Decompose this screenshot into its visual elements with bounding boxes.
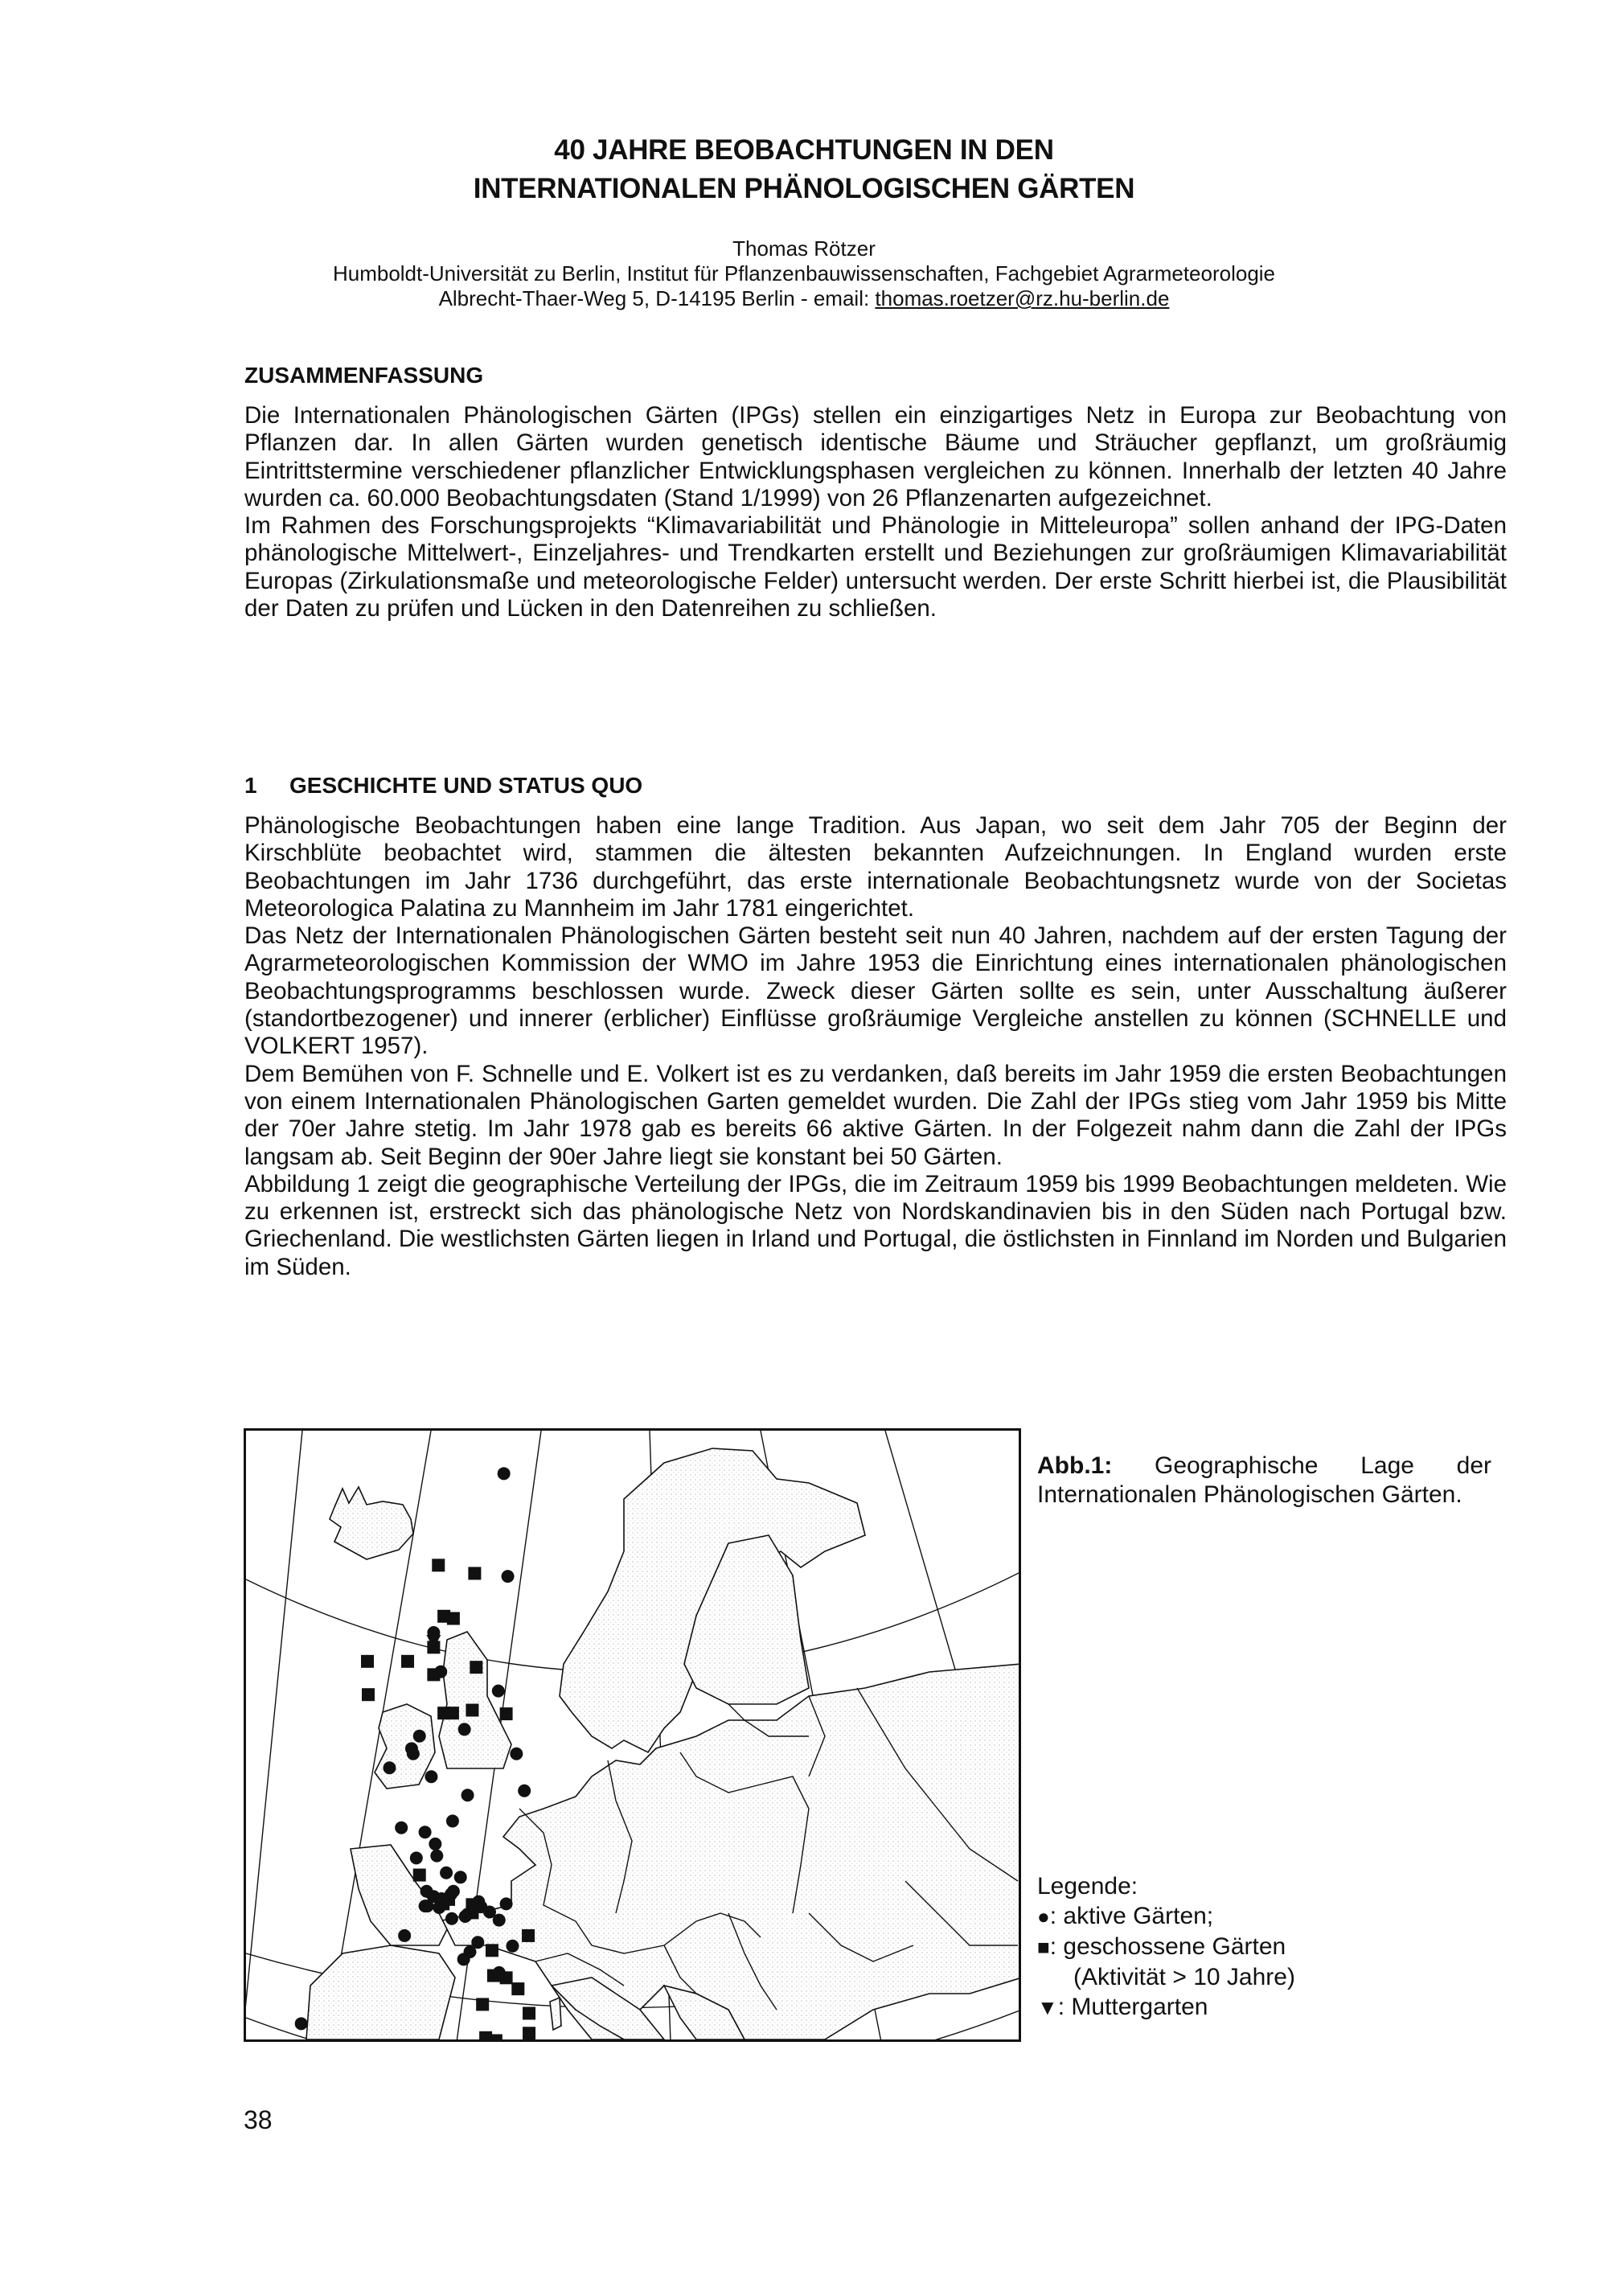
closed-garden-marker [466,1704,478,1717]
active-garden-marker [429,1838,441,1850]
closed-garden-marker [427,1668,440,1681]
closed-garden-marker [486,1944,498,1957]
closed-garden-marker [523,2006,535,2019]
address-line [0,286,1608,311]
legend-title: Legende: [1037,1873,1138,1900]
section-1-paragraph-1: Phänologische Beobachtungen haben eine lange Tradition. Aus Japan, wo seit dem Jahr 705 der Beginn der Kirschblüte beobachtet wird, stammen die ältesten bekannten Aufzeichnungen. In England wurden erste Beobachtungen im Jahr 1736 durchgeführt, das erste internationale Beobachtungsnetz wurde von der Societas Meteorologica Palatina zu Mannheim im Jahr 1781 eingerichtet. [244,812,1507,922]
active-garden-marker [419,1826,432,1838]
active-garden-marker [457,1953,470,1965]
address: Albrecht-Thaer-Weg 5, D-14195 Berlin - email: [438,286,876,310]
closed-garden-marker [361,1655,374,1668]
closed-garden-marker [446,1707,459,1719]
closed-garden-marker [476,1998,489,2011]
active-garden-marker [398,1929,411,1942]
closed-garden-marker [442,1893,455,1906]
closed-garden-marker [500,1707,513,1720]
closed-garden-marker [523,2027,535,2039]
active-garden-marker [446,1814,459,1827]
closed-garden-marker [500,1971,513,1984]
legend-label: : geschossene Gärten [1049,1933,1286,1960]
active-garden-marker [383,1761,396,1774]
active-garden-marker [445,1912,458,1925]
iceland [330,1487,413,1559]
closed-garden-marker [487,1969,500,1982]
closed-garden-marker [466,1906,478,1919]
figure-caption [1037,1452,1491,1509]
active-garden-marker [295,2017,308,2030]
active-garden-marker [492,1685,505,1698]
section-1-body [244,812,1507,1281]
active-garden-marker [493,1914,506,1927]
caption-text: Geographische Lage der Internationalen Phänologischen Gärten. [1037,1452,1491,1508]
caption-label: Abb.1: [1037,1452,1113,1479]
active-garden-marker [502,1570,515,1583]
square-icon: ■ [1037,1935,1050,1959]
legend-item-closed [1037,1932,1295,1962]
active-garden-marker [458,1723,471,1735]
title-line-2: INTERNATIONALEN PHÄNOLOGISCHEN GÄRTEN [473,173,1135,204]
closed-garden-marker [432,1559,445,1571]
great-britain [439,1632,511,1768]
active-garden-marker [430,1850,443,1863]
active-garden-marker [498,1467,511,1480]
circle-icon: ● [1037,1904,1050,1928]
map-legend [1037,1871,1295,2023]
active-garden-marker [461,1789,474,1801]
legend-item-closed-note: (Aktivität > 10 Jahre) [1073,1964,1295,1990]
abstract-heading: ZUSAMMENFASSUNG [244,363,484,388]
legend-item-active [1037,1901,1295,1932]
closed-garden-marker [470,1661,482,1674]
legend-label: : aktive Gärten; [1049,1903,1214,1929]
abstract-paragraph-1: Die Internationalen Phänologischen Gärten (IPGs) stellen ein einzigartiges Netz in Europa zur Beobachtung von Pflanzen dar. In allen Gärten wurden genetisch identische Bäume und Sträucher gepflanzt, um großräumig Eintrittstermine verschiedener pflanzlicher Entwicklungsphasen vergleichen zu können. Innerhalb der letzten 40 Jahre wurden ca. 60.000 Beobachtungsdaten (Stand 1/1999) von 26 Pflanzenarten aufgezeichnet. [244,402,1507,511]
legend-label: : Muttergarten [1057,1994,1208,2020]
page-number: 38 [244,2105,273,2134]
active-garden-marker [454,1871,467,1883]
active-garden-marker [407,1748,420,1760]
active-garden-marker [506,1940,519,1953]
author-block [0,236,1608,311]
closed-garden-marker [413,1869,426,1882]
closed-garden-marker [447,1612,460,1625]
active-garden-marker [421,1900,434,1912]
email-link[interactable]: thomas.roetzer@rz.hu-berlin.de [875,286,1170,310]
section-number: 1 [244,773,257,798]
legend-item-mother [1037,1992,1295,2023]
section-title: GESCHICHTE UND STATUS QUO [289,773,643,798]
section-1-paragraph-2: Das Netz der Internationalen Phänologischen Gärten besteht seit nun 40 Jahren, nachdem auf der ersten Tagung der Agrarmeteorologischen Kommission der WMO im Jahre 1953 die Einrichtung eines internationalen phänologischen Beobachtungsprogramms beschlossen wurde. Zweck dieser Gärten sollte es sein, unter Ausschaltung äußerer (standortbezogener) und innerer (erblicher) Einflüsse großräumige Vergleiche anstellen zu können (SCHNELLE und VOLKERT 1957). [244,922,1507,1060]
section-1-paragraph-4: Abbildung 1 zeigt die geographische Verteilung der IPGs, die im Zeitraum 1959 bis 1999 Beobachtungen meldeten. Wie zu erkennen ist, erstreckt sich das phänologische Netz von Nordskandinavien bis in den Süden nach Portugal bzw. Griechenland. Die westlichsten Gärten liegen in Irland und Portugal, die östlichsten in Finnland im Norden und Bulgarien im Süden. [244,1170,1507,1280]
closed-garden-marker [401,1655,414,1668]
continent [439,1664,1019,2039]
active-garden-marker [410,1851,423,1864]
active-garden-marker [395,1822,408,1834]
closed-garden-marker [468,1567,481,1579]
europe-map-figure [244,1428,1021,2042]
abstract-paragraph-2: Im Rahmen des Forschungsprojekts “Klimavariabilität und Phänologie in Mitteleuropa” sollen anhand der IPG-Daten phänologische Mittelwert-, Einzeljahres- und Trendkarten erstellt und Beziehungen zur großräumigen Klimavariabilität Europas (Zirkulationsmaße und meteorologische Felder) untersucht werden. Der erste Schritt hierbei ist, die Plausibilität der Daten zu prüfen und Lücken in den Datenreihen zu schließen. [244,512,1507,622]
paper-title [0,131,1608,208]
closed-garden-marker [490,2034,503,2039]
europe-map [246,1431,1019,2039]
active-garden-marker [425,1770,437,1783]
title-line-1: 40 JAHRE BEOBACHTUNGEN IN DEN [554,134,1054,166]
active-garden-marker [500,1897,513,1910]
abstract-body [244,402,1507,622]
section-1-heading [244,772,642,799]
active-garden-marker [510,1748,523,1760]
active-garden-marker [413,1730,426,1743]
affiliation: Humboldt-Universität zu Berlin, Institut für Pflanzenbauwissenschaften, Fachgebiet Agrarmeteorologie [332,261,1276,285]
closed-garden-marker [511,1982,524,1995]
active-garden-marker [440,1867,453,1879]
active-garden-marker [518,1785,531,1797]
closed-garden-marker [522,1929,535,1942]
author-name: Thomas Rötzer [732,236,876,261]
iberia [306,1945,455,2039]
closed-garden-marker [362,1688,375,1701]
triangle-down-icon: ▼ [1037,1995,1058,2019]
corsica [550,1998,561,2030]
section-1-paragraph-3: Dem Bemühen von F. Schnelle und E. Volkert ist es zu verdanken, daß bereits im Jahr 1959 die ersten Beobachtungen von einem Internationalen Phänologischen Garten gemeldet wurden. Die Zahl der IPGs stieg vom Jahr 1959 bis Mitte der 70er Jahre stetig. Im Jahr 1978 gab es bereits 66 aktive Gärten. In der Folgezeit nahm dann die Zahl der IPGs langsam ab. Seit Beginn der 90er Jahre liegt sie konstant bei 50 Gärten. [244,1060,1507,1170]
